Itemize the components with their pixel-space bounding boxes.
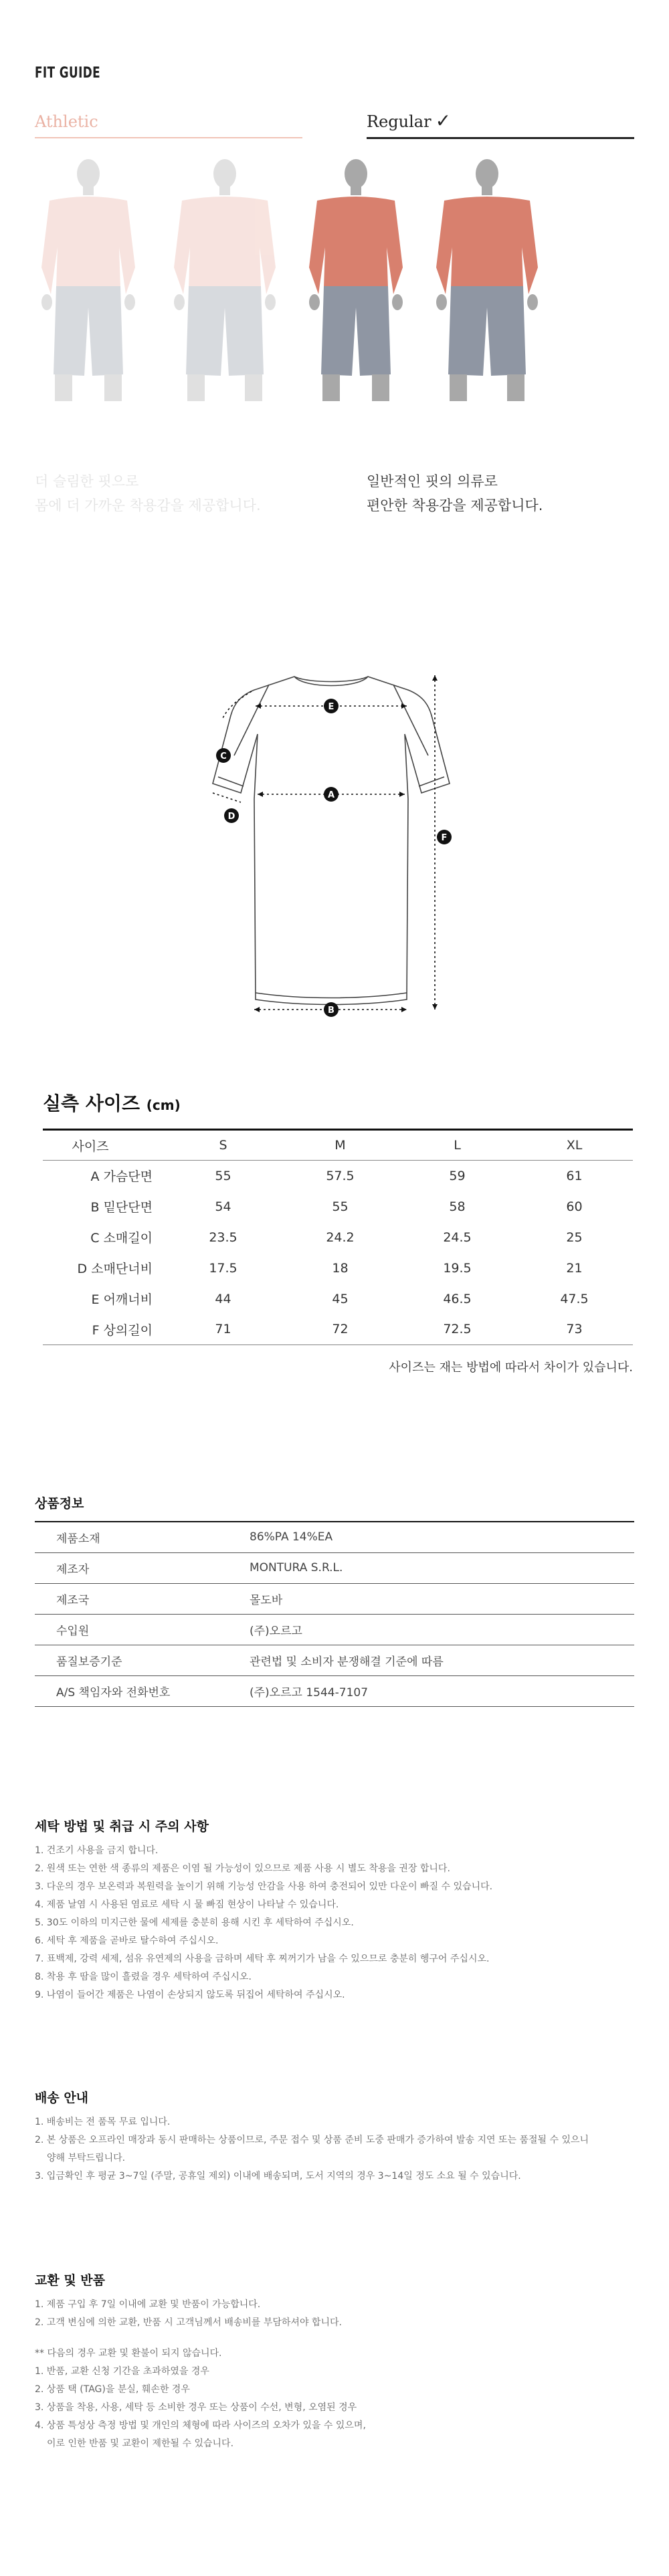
size-cell: 57.5	[326, 1168, 355, 1183]
athletic-underline	[35, 137, 302, 138]
size-cell: 46.5	[443, 1291, 472, 1306]
info-row	[35, 1645, 634, 1675]
regular-desc-line-1: 일반적인 핏의 의류로	[367, 473, 498, 489]
size-cell: 44	[215, 1291, 231, 1306]
marker-c: C	[220, 751, 227, 762]
size-row	[43, 1161, 633, 1191]
measure-arrowheads	[254, 675, 438, 1012]
info-value: 몰도바	[229, 1583, 634, 1614]
list-item: 6. 세탁 후 제품을 곧바로 탈수하여 주십시오.	[35, 1936, 219, 1946]
athletic-desc-line-1: 더 슬림한 핏으로	[35, 473, 139, 489]
tshirt-measurement-diagram	[194, 662, 475, 1036]
mannequin-figure	[309, 159, 403, 401]
mannequin-figure	[436, 159, 538, 401]
fit-guide-title: FIT GUIDE	[35, 65, 101, 82]
size-row-label: D 소매단너비	[77, 1262, 153, 1276]
list-item: 2. 고객 변심에 의한 교환, 반품 시 고객님께서 배송비를 부담하셔야 합니다.	[35, 2317, 342, 2328]
fit-athletic-label: Athletic	[35, 112, 98, 131]
size-cell: 45	[332, 1291, 349, 1306]
fit-option-athletic[interactable]	[35, 112, 98, 131]
list-item: 5. 30도 이하의 미지근한 물에 세제를 충분히 용해 시킨 후 세탁하여 주십시오.	[35, 1917, 354, 1928]
size-cell: 21	[566, 1260, 583, 1276]
size-header-s: S	[165, 1130, 282, 1161]
marker-a: A	[327, 790, 335, 800]
info-row	[35, 1552, 634, 1583]
size-row	[43, 1253, 633, 1284]
size-cell: 61	[566, 1168, 583, 1183]
marker-e: E	[328, 702, 334, 712]
mannequin-figure	[174, 159, 276, 401]
list-item: 2. 본 상품은 오프라인 매장과 동시 판매하는 상품이므로, 주문 접수 및 상품 준비 도중 판매가 증가하여 발송 지연 또는 품절될 수 있으니	[35, 2135, 589, 2145]
list-item: 1. 반품, 교환 신청 기간을 초과하였을 경우	[35, 2366, 209, 2377]
size-cell: 72	[332, 1322, 349, 1337]
info-key: 품질보증기준	[35, 1645, 229, 1675]
list-item: 8. 착용 후 땀을 많이 흘렸을 경우 세탁하여 주십시오.	[35, 1972, 252, 1982]
size-row-label: A 가슴단면	[90, 1169, 153, 1185]
list-item: ** 다음의 경우 교환 및 환불이 되지 않습니다.	[35, 2348, 222, 2359]
size-cell: 19.5	[443, 1260, 472, 1276]
fit-option-regular[interactable]	[367, 110, 451, 132]
list-item: 3. 상품을 착용, 사용, 세탁 등 소비한 경우 또는 상품이 수선, 변형, 오염된 경우	[35, 2402, 357, 2413]
product-info-title: 상품정보	[35, 1496, 84, 1511]
list-item: 1. 건조기 사용을 금지 합니다.	[35, 1845, 159, 1856]
size-header-xl: XL	[516, 1130, 633, 1161]
size-row-label: B 밑단단면	[90, 1200, 153, 1215]
fit-regular-label: Regular	[367, 112, 432, 131]
regular-description	[367, 469, 543, 517]
product-info-table	[35, 1521, 634, 1707]
fit-figures	[0, 154, 669, 441]
size-table-title	[43, 1089, 181, 1116]
size-unit: (cm)	[146, 1097, 181, 1113]
size-cell: 72.5	[443, 1322, 472, 1337]
size-row-label: F 상의길이	[92, 1322, 153, 1338]
list-item: 1. 제품 구입 후 7일 이내에 교환 및 반품이 가능합니다.	[35, 2299, 261, 2310]
shipping-title: 배송 안내	[35, 2091, 89, 2105]
info-value: MONTURA S.R.L.	[229, 1552, 634, 1583]
size-row-label: E 어깨너비	[91, 1292, 153, 1307]
care-title: 세탁 방법 및 취급 시 주의 사항	[35, 1819, 209, 1834]
size-row-label: C 소매길이	[90, 1231, 153, 1246]
list-item: 9. 나염이 들어간 제품은 나염이 손상되지 않도록 뒤집어 세탁하여 주십시오.	[35, 1990, 345, 2000]
list-item: 4. 상품 특성상 측정 방법 및 개인의 체형에 따라 사이즈의 오차가 있을 수 있으며,	[35, 2420, 366, 2431]
shipping-list	[35, 2113, 589, 2186]
size-table-header	[43, 1130, 633, 1161]
size-cell: 25	[566, 1230, 583, 1245]
list-item: 3. 다운의 경우 보온력과 복원력을 높이기 위해 기능성 안감을 사용 하여 충전되어 있만 다운이 빠질 수 있습니다.	[35, 1881, 493, 1892]
size-cell: 24.5	[443, 1230, 472, 1245]
size-header-l: L	[399, 1130, 516, 1161]
tshirt-outline	[213, 677, 450, 1005]
info-row	[35, 1614, 634, 1645]
list-item: 7. 표백제, 강력 세제, 섬유 유연제의 사용을 금하며 세탁 후 찌꺼기가 남을 수 있으므로 충분히 헹구어 주십시오.	[35, 1954, 490, 1964]
info-value: 관련법 및 소비자 분쟁해결 기준에 따름	[229, 1645, 634, 1675]
size-cell: 24.2	[326, 1230, 355, 1245]
size-cell: 18	[332, 1260, 349, 1276]
size-cell: 60	[566, 1199, 583, 1214]
list-item: 2. 상품 택 (TAG)을 분실, 훼손한 경우	[35, 2384, 190, 2395]
size-cell: 73	[566, 1322, 583, 1337]
info-value: (주)오르고 1544-7107	[229, 1675, 634, 1706]
athletic-description	[35, 469, 261, 517]
info-key: 제조국	[35, 1583, 229, 1614]
measure-markers	[216, 699, 452, 1017]
list-item: 양해 부탁드립니다.	[47, 2153, 126, 2163]
care-list	[35, 1842, 492, 2004]
check-icon: ✓	[435, 110, 452, 132]
list-item: 2. 원색 또는 연한 색 종류의 제품은 이염 될 가능성이 있으므로 제품 사용 시 별도 착용을 권장 합니다.	[35, 1863, 450, 1874]
size-cell: 58	[449, 1199, 466, 1214]
info-key: 수입원	[35, 1614, 229, 1645]
info-value: 86%PA 14%EA	[229, 1522, 634, 1552]
list-item: 1. 배송비는 전 품목 무료 입니다.	[35, 2117, 171, 2127]
list-item: 이로 인한 반품 및 교환이 제한될 수 있습니다.	[47, 2438, 234, 2449]
size-row	[43, 1314, 633, 1345]
size-table	[43, 1129, 633, 1345]
size-row	[43, 1191, 633, 1222]
info-key: 제조자	[35, 1552, 229, 1583]
size-row	[43, 1284, 633, 1314]
size-row	[43, 1222, 633, 1253]
mannequin-figure	[41, 159, 135, 401]
size-cell: 71	[215, 1322, 231, 1337]
size-cell: 54	[215, 1199, 231, 1214]
returns-title: 교환 및 반품	[35, 2273, 105, 2288]
marker-d: D	[227, 812, 235, 822]
returns-list	[35, 2296, 342, 2332]
size-cell: 47.5	[560, 1291, 589, 1306]
size-title-text: 실측 사이즈	[43, 1092, 140, 1115]
regular-underline	[367, 137, 634, 139]
info-row	[35, 1675, 634, 1706]
list-item: 4. 제품 날염 시 사용된 염료로 세탁 시 물 빠짐 현상이 나타날 수 있습니다.	[35, 1899, 339, 1910]
measure-lines	[213, 675, 435, 1010]
size-cell: 59	[449, 1168, 466, 1183]
info-row	[35, 1522, 634, 1552]
info-value: (주)오르고	[229, 1614, 634, 1645]
size-cell: 17.5	[209, 1260, 237, 1276]
athletic-desc-line-2: 몸에 더 가까운 착용감을 제공합니다.	[35, 497, 261, 513]
info-key: 제품소재	[35, 1522, 229, 1552]
returns-exceptions	[35, 2345, 366, 2453]
size-note: 사이즈는 재는 방법에 따라서 차이가 있습니다.	[389, 1361, 633, 1375]
regular-desc-line-2: 편안한 착용감을 제공합니다.	[367, 497, 543, 513]
marker-f: F	[441, 833, 448, 843]
info-row	[35, 1583, 634, 1614]
size-header-label: 사이즈	[43, 1130, 165, 1161]
size-cell: 23.5	[209, 1230, 237, 1245]
size-cell: 55	[332, 1199, 349, 1214]
list-item: 3. 입금확인 후 평균 3~7일 (주말, 공휴일 제외) 이내에 배송되며, 도서 지역의 경우 3~14일 정도 소요 될 수 있습니다.	[35, 2171, 521, 2182]
info-key: A/S 책임자와 전화번호	[35, 1675, 229, 1706]
marker-b: B	[328, 1006, 334, 1016]
size-cell: 55	[215, 1168, 231, 1183]
size-header-m: M	[282, 1130, 399, 1161]
